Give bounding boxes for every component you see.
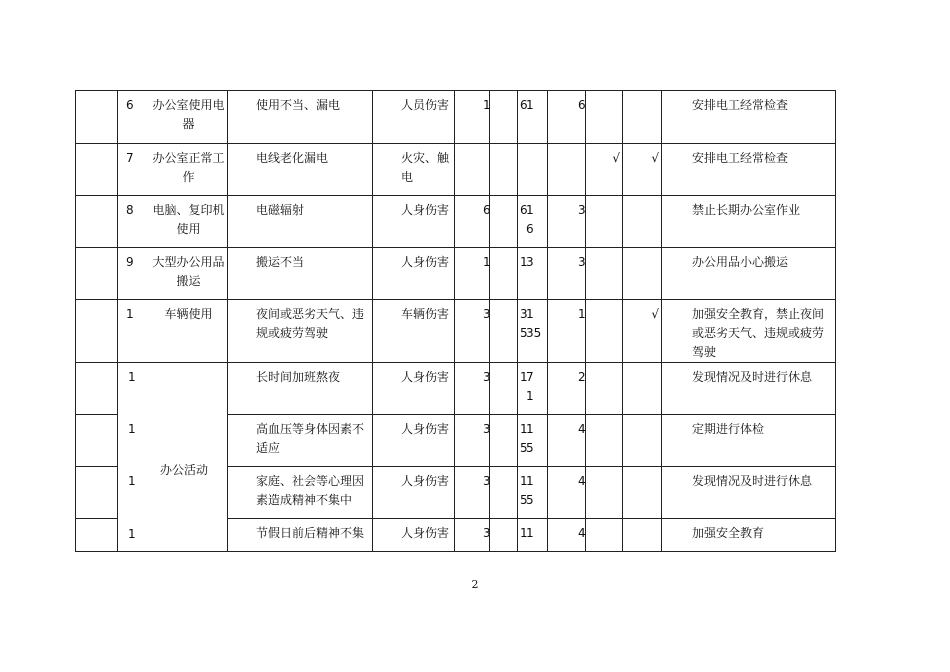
hazard-line: 节假日前后精神不集 (256, 526, 365, 540)
item-number: 6 (126, 98, 134, 112)
consequence-cell (373, 196, 455, 248)
c-value-line: 1 (526, 474, 534, 488)
c-value-line: 1 (526, 526, 534, 540)
consequence-cell (373, 144, 455, 196)
check-mark-1: √ (586, 144, 623, 196)
d-value: 3 (548, 196, 586, 248)
item-number: 8 (126, 203, 134, 217)
c-value-line: 35 (526, 326, 542, 340)
blank-cell (76, 363, 118, 415)
d-value: 1 (548, 300, 586, 363)
l-value: 1 (455, 91, 490, 144)
item-number: 1 (126, 307, 134, 321)
c-value-line: 5 (526, 493, 534, 507)
l-value: 3 (455, 300, 490, 363)
item-number: 7 (126, 151, 134, 165)
check-mark-2 (623, 91, 662, 144)
item-number: 1 (128, 370, 136, 384)
c-value-line: 7 (526, 370, 534, 384)
control-measure (662, 300, 836, 363)
blank-cell (76, 519, 118, 552)
c-value-line: 1 (526, 98, 534, 112)
hazard-cell (228, 91, 373, 144)
table-row (76, 144, 836, 196)
item-number: 1 (128, 422, 136, 436)
d-value: 2 (548, 363, 586, 415)
table-row (76, 248, 836, 300)
d-value: 4 (548, 415, 586, 467)
d-value: 6 (548, 91, 586, 144)
e-value-cell: 1 5 (490, 415, 518, 467)
hazard-cell (228, 144, 373, 196)
e-value-cell: 1 (490, 519, 518, 552)
control-measure: 发现情况及时进行休息 (662, 363, 836, 415)
activity-line: 办公室正常工 (152, 151, 225, 165)
activity-cell (118, 300, 228, 363)
blank-cell (76, 144, 118, 196)
consequence-line: 火灾、触 (401, 151, 450, 165)
consequence-line: 人身伤害 (401, 203, 450, 217)
measure-line: 办公用品小心搬运 (692, 255, 789, 269)
hazard-line: 家庭、社会等心理因素造成精神不集中 (256, 474, 365, 507)
hazard-cell (228, 519, 373, 552)
control-measure: 发现情况及时进行休息 (662, 467, 836, 519)
activity-line: 作 (182, 170, 195, 184)
e-value-cell: 1 (490, 248, 518, 300)
activity-cell (118, 144, 228, 196)
activity-line: 办公室使用电 (152, 98, 225, 112)
check-mark-1 (586, 415, 623, 467)
check-mark-2 (623, 196, 662, 248)
control-measure: 加强安全教育 (662, 519, 836, 552)
hazard-line: 夜间或恶劣天气、违规或疲劳驾驶 (256, 307, 365, 340)
l-value: 1 (455, 248, 490, 300)
blank-cell (76, 300, 118, 363)
c-value-line: 6 (526, 222, 534, 236)
check-mark-2: √ (623, 300, 662, 363)
hazard-line: 搬运不当 (256, 255, 305, 269)
e-value-cell: 1 (490, 363, 518, 415)
check-mark-1 (586, 467, 623, 519)
hazard-line: 高血压等身体因素不适应 (256, 422, 365, 455)
check-mark-2 (623, 363, 662, 415)
hazard-cell (228, 248, 373, 300)
hazard-cell (228, 300, 373, 363)
e-value-cell: 1 5 (490, 467, 518, 519)
d-value: 4 (548, 519, 586, 552)
blank-cell (76, 467, 118, 519)
c-value-line: 1 (526, 389, 534, 403)
hazard-cell (228, 196, 373, 248)
control-measure (662, 91, 836, 144)
e-value-cell (490, 144, 518, 196)
l-value: 3 (455, 467, 490, 519)
d-value: 4 (548, 467, 586, 519)
e-value-cell: 6 (490, 196, 518, 248)
control-measure (662, 248, 836, 300)
activity-line: 车辆使用 (164, 307, 213, 321)
blank-cell (76, 196, 118, 248)
check-mark-2: √ (623, 144, 662, 196)
hazard-line: 使用不当、漏电 (256, 98, 341, 112)
number-and-activity-group (118, 363, 228, 552)
group-activity: 办公活动 (160, 463, 209, 477)
table-row (76, 300, 836, 363)
control-measure (662, 196, 836, 248)
c-value-cell (518, 144, 548, 196)
check-mark-2 (623, 248, 662, 300)
activity-line: 电脑、复印机 (152, 203, 225, 217)
activity-cell (118, 248, 228, 300)
hazard-line: 长时间加班熬夜 (256, 370, 341, 384)
blank-cell (76, 91, 118, 144)
e-value-cell: 3 5 (490, 300, 518, 363)
l-value (455, 144, 490, 196)
table-row (76, 363, 836, 415)
check-mark-1 (586, 363, 623, 415)
c-value-line: 1 (526, 422, 534, 436)
control-measure (662, 144, 836, 196)
d-value (548, 144, 586, 196)
check-mark-2 (623, 519, 662, 552)
blank-cell (76, 415, 118, 467)
l-value: 3 (455, 363, 490, 415)
consequence-cell: 人身伤害 (373, 519, 455, 552)
measure-line: 安排电工经常检查 (692, 151, 789, 165)
check-mark-2 (623, 415, 662, 467)
activity-line: 使用 (176, 222, 201, 236)
consequence-cell: 人身伤害 (373, 415, 455, 467)
l-value: 3 (455, 519, 490, 552)
l-value: 3 (455, 415, 490, 467)
item-number: 9 (126, 255, 134, 269)
measure-line: 加强安全教育，禁止夜间或恶劣天气、违规或疲劳驾驶 (692, 307, 825, 359)
page-number: 2 (471, 578, 479, 591)
consequence-line: 电 (401, 170, 414, 184)
control-measure: 定期进行体检 (662, 415, 836, 467)
table-row (76, 91, 836, 144)
measure-line: 禁止长期办公室作业 (692, 203, 801, 217)
table-row (76, 196, 836, 248)
check-mark-2 (623, 467, 662, 519)
activity-cell (118, 196, 228, 248)
consequence-cell (373, 91, 455, 144)
activity-cell (118, 91, 228, 144)
hazard-line: 电磁辐射 (256, 203, 305, 217)
risk-assessment-table (75, 90, 836, 552)
consequence-line: 车辆伤害 (401, 307, 450, 321)
c-value-line: 3 (526, 255, 534, 269)
blank-cell (76, 248, 118, 300)
c-value-line: 1 (526, 203, 534, 217)
activity-line: 大型办公用品 (152, 255, 225, 269)
item-number: 1 (128, 474, 136, 488)
consequence-cell: 人身伤害 (373, 363, 455, 415)
hazard-cell (228, 415, 373, 467)
activity-line: 搬运 (176, 274, 201, 288)
c-value-line: 5 (526, 441, 534, 455)
item-number: 1 (128, 527, 136, 541)
consequence-line: 人身伤害 (401, 255, 450, 269)
hazard-line: 电线老化漏电 (256, 151, 329, 165)
check-mark-1 (586, 519, 623, 552)
hazard-cell (228, 363, 373, 415)
activity-line: 器 (182, 117, 195, 131)
check-mark-1 (586, 248, 623, 300)
consequence-cell (373, 300, 455, 363)
check-mark-1 (586, 196, 623, 248)
hazard-cell (228, 467, 373, 519)
consequence-cell (373, 248, 455, 300)
check-mark-1 (586, 300, 623, 363)
l-value: 6 (455, 196, 490, 248)
d-value: 3 (548, 248, 586, 300)
consequence-cell: 人身伤害 (373, 467, 455, 519)
check-mark-1 (586, 91, 623, 144)
consequence-line: 人员伤害 (401, 98, 450, 112)
measure-line: 安排电工经常检查 (692, 98, 789, 112)
c-value-line: 1 (526, 307, 534, 321)
e-value-cell: 6 (490, 91, 518, 144)
